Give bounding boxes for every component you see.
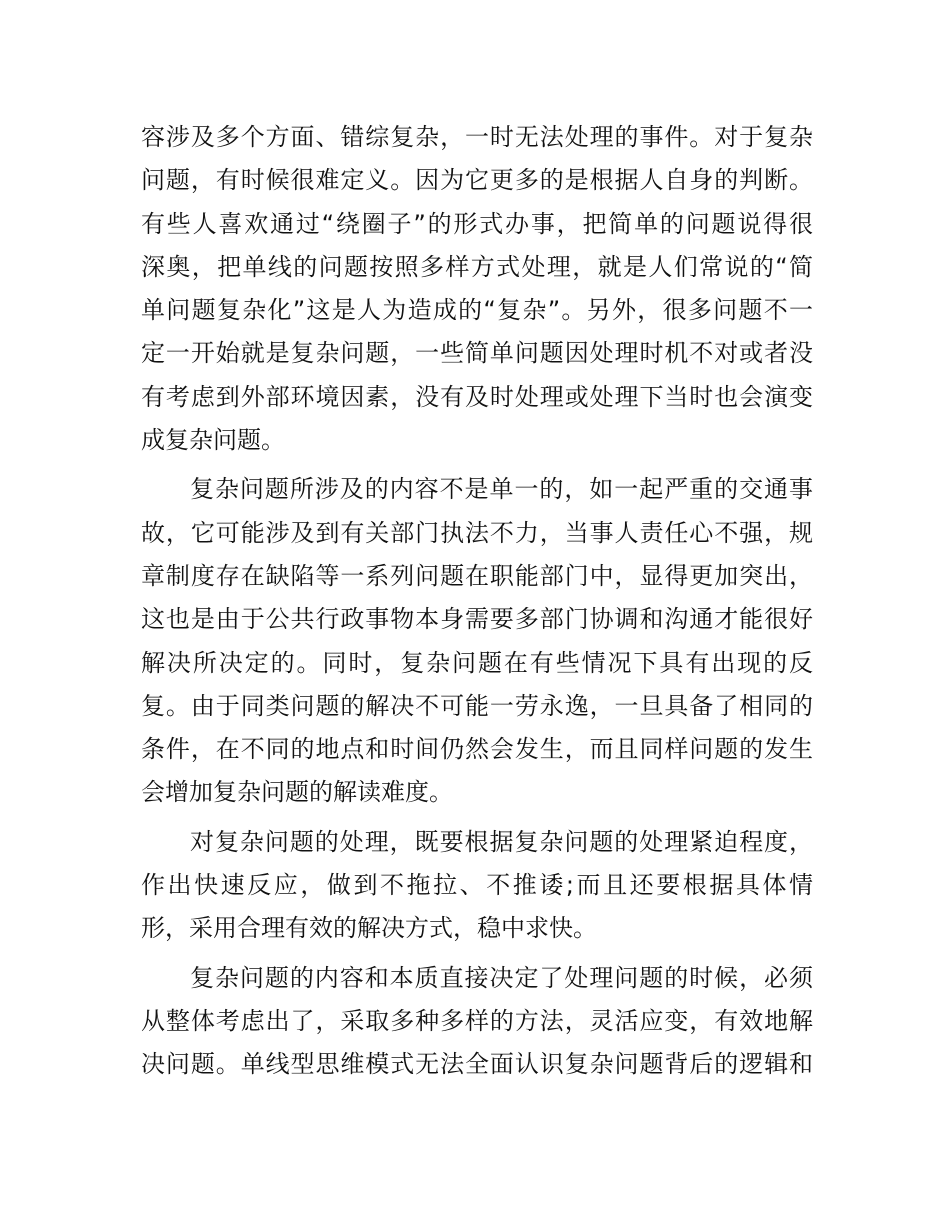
text-line: 容涉及多个方面、错综复杂，一时无法处理的事件。对于复杂 xyxy=(141,123,813,151)
paragraph-4 xyxy=(141,957,813,1087)
text-line: 问题，有时候很难定义。因为它更多的是根据人自身的判断。 xyxy=(141,166,813,195)
text-line: 复杂问题的内容和本质直接决定了处理问题的时候，必须 xyxy=(190,963,813,992)
text-line: 形，采用合理有效的解决方式，稳中求快。 xyxy=(141,914,597,943)
text-line: 解决所决定的。同时，复杂问题在有些情况下具有出现的反 xyxy=(141,648,813,677)
text-line: 深奥，把单线的问题按照多样方式处理，就是人们常说的“简 xyxy=(141,252,813,281)
paragraph-2 xyxy=(141,468,813,814)
text-line: 有考虑到外部环境因素，没有及时处理或处理下当时也会演变 xyxy=(141,382,813,411)
text-line: 这也是由于公共行政事物本身需要多部门协调和沟通才能很好 xyxy=(141,605,813,634)
paragraph-3 xyxy=(141,821,813,951)
text-line: 成复杂问题。 xyxy=(141,426,285,455)
text-line: 对复杂问题的处理，既要根据复杂问题的处理紧迫程度， xyxy=(190,827,813,856)
text-line: 故，它可能涉及到有关部门执法不力，当事人责任心不强，规 xyxy=(141,518,813,547)
text-line: 定一开始就是复杂问题，一些简单问题因处理时机不对或者没 xyxy=(141,339,813,368)
paragraph-1 xyxy=(141,116,813,462)
text-line: 章制度存在缺陷等一系列问题在职能部门中，显得更加突出， xyxy=(141,561,813,590)
document-body xyxy=(141,116,813,1093)
text-line: 单问题复杂化”这是人为造成的“复杂”。另外，很多问题不一 xyxy=(141,296,813,325)
text-line: 有些人喜欢通过“绕圈子”的形式办事，把简单的问题说得很 xyxy=(141,209,813,238)
text-line: 会增加复杂问题的解读难度。 xyxy=(141,778,453,807)
text-line: 决问题。单线型思维模式无法全面认识复杂问题背后的逻辑和 xyxy=(141,1050,813,1079)
text-line: 条件，在不同的地点和时间仍然会发生，而且同样问题的发生 xyxy=(141,735,813,764)
text-line: 作出快速反应，做到不拖拉、不推诿;而且还要根据具体情 xyxy=(141,871,813,900)
text-line: 复杂问题所涉及的内容不是单一的，如一起严重的交通事 xyxy=(190,475,813,504)
text-line: 从整体考虑出了，采取多种多样的方法，灵活应变，有效地解 xyxy=(141,1006,813,1035)
text-line: 复。由于同类问题的解决不可能一劳永逸，一旦具备了相同的 xyxy=(141,691,813,720)
